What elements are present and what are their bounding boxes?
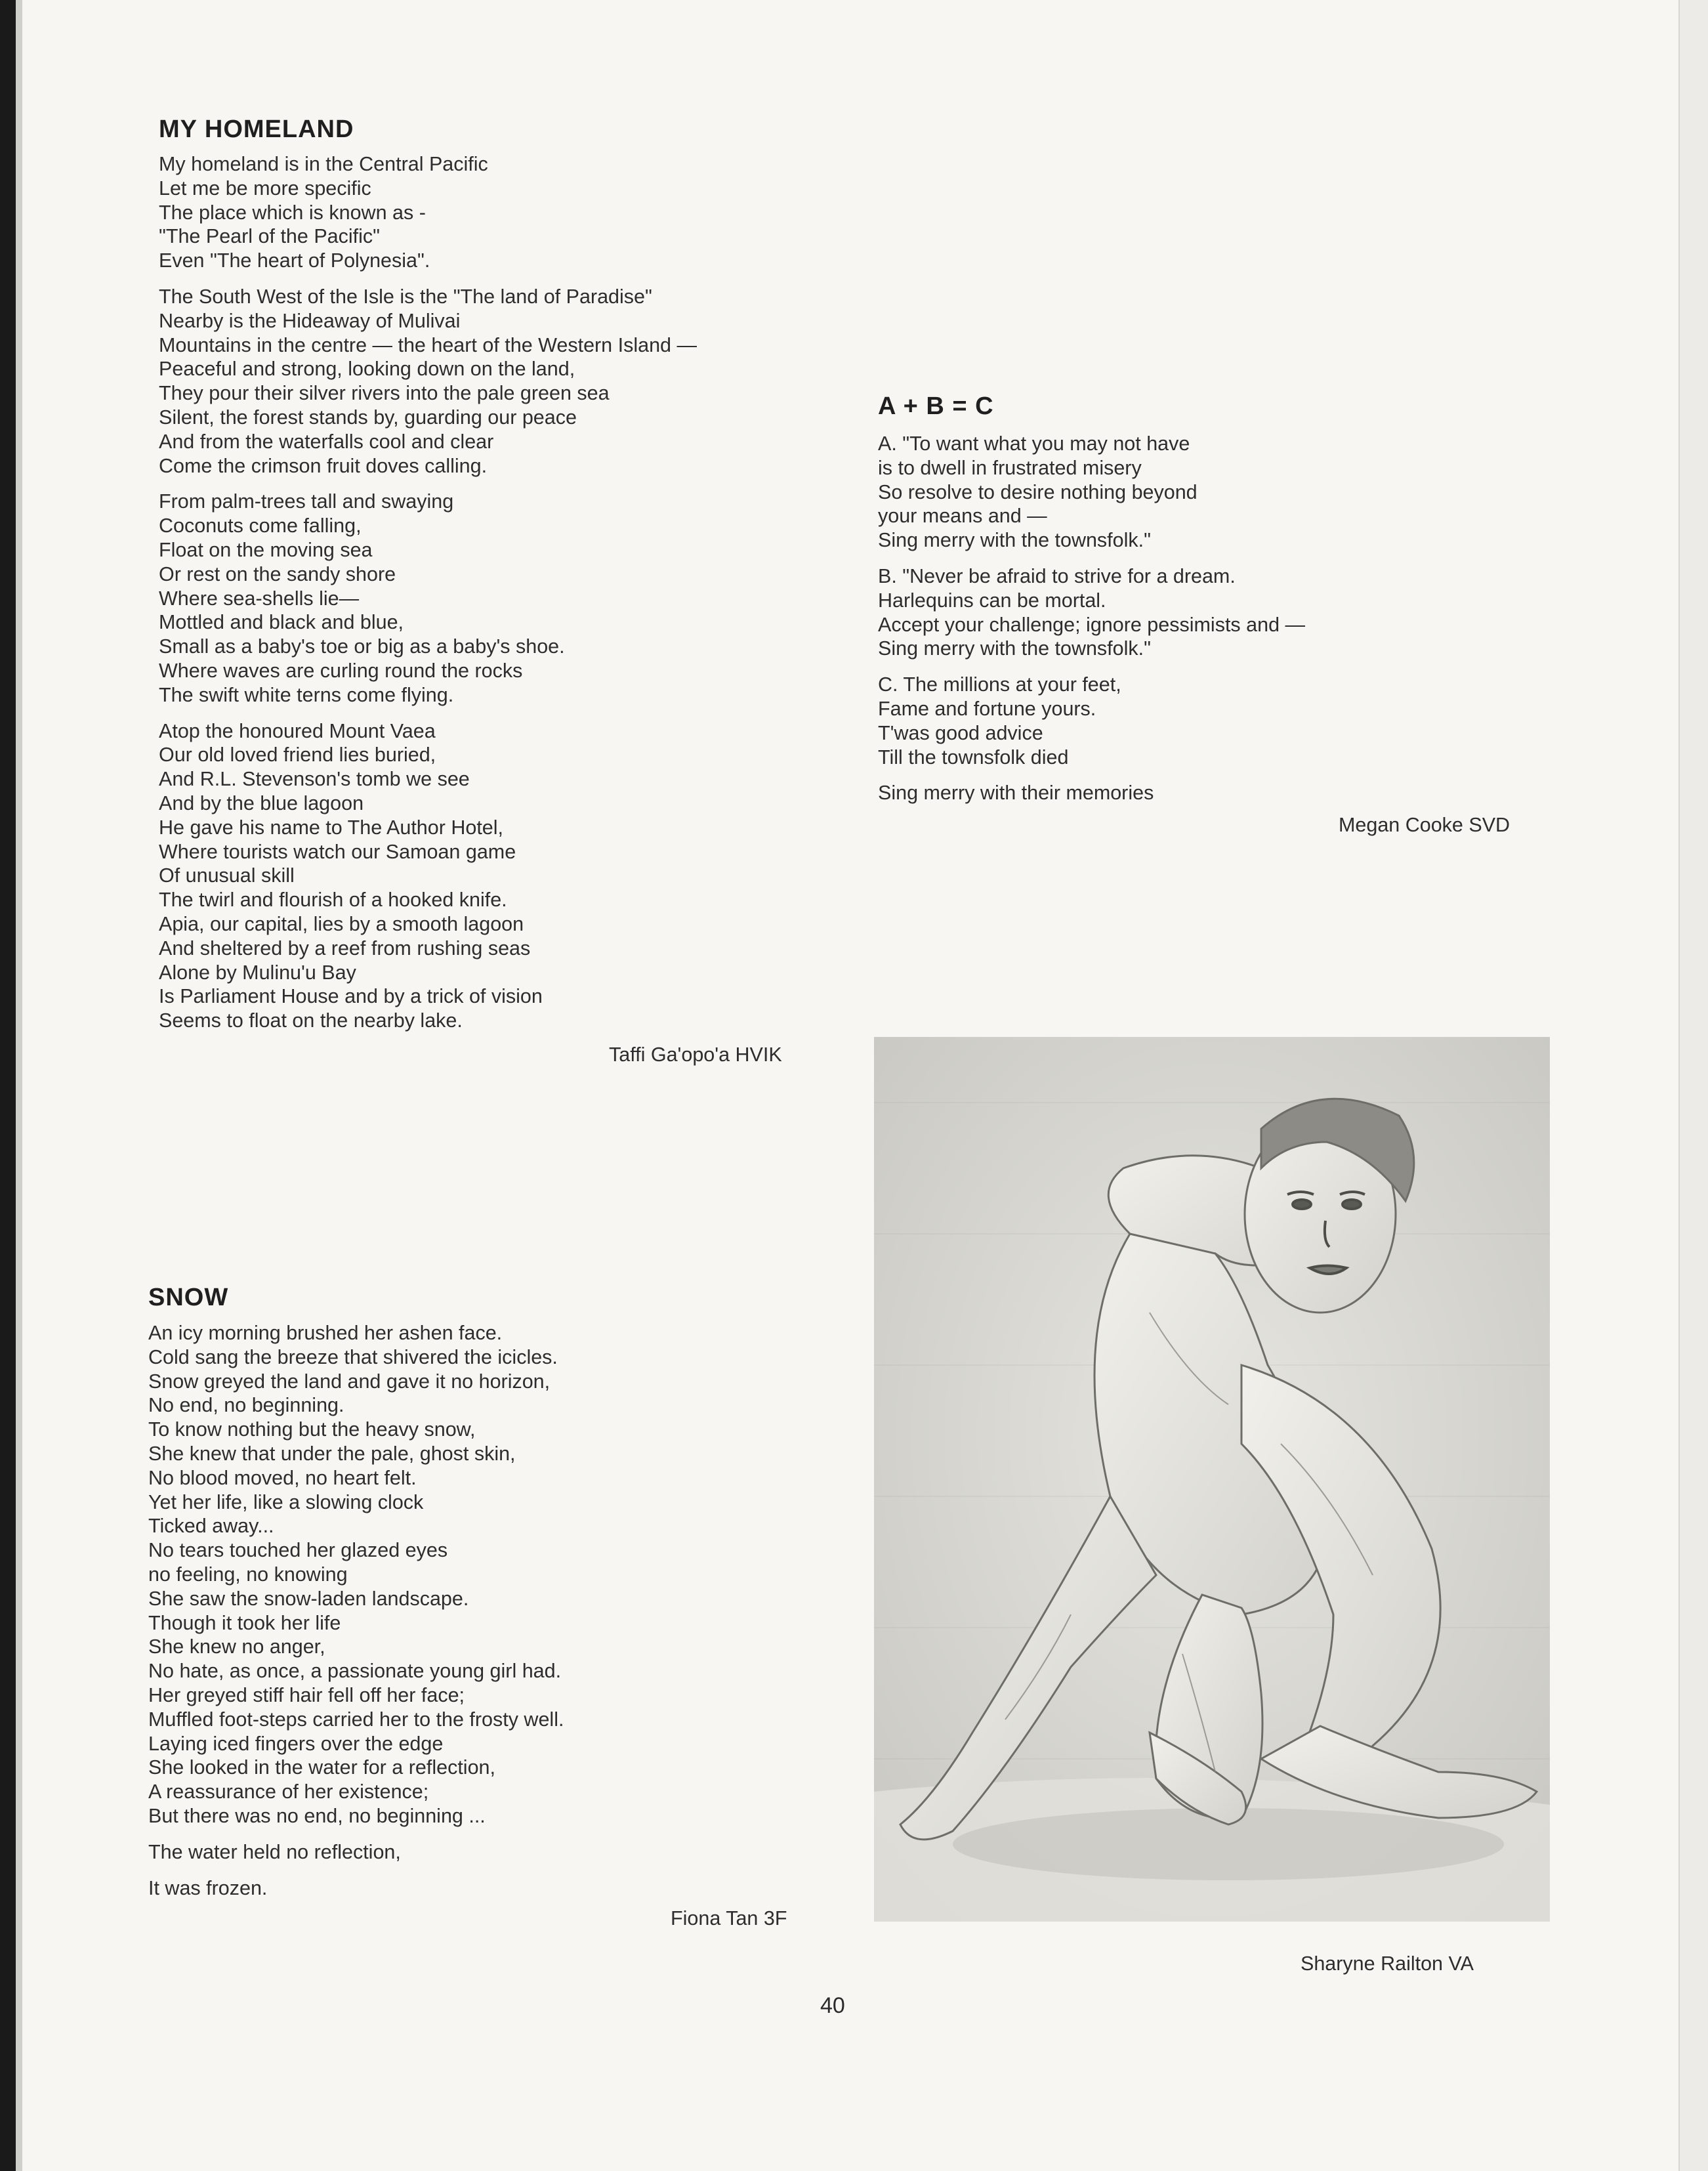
poem-title-abc: A + B = C <box>878 392 994 420</box>
poem-line: Apia, our capital, lies by a smooth lagoon <box>159 912 524 935</box>
artwork-drawing <box>874 1037 1550 1922</box>
poem-line: no feeling, no knowing <box>148 1563 348 1586</box>
poem-line: Float on the moving sea <box>159 538 373 561</box>
poem-stanza <box>148 1321 564 1828</box>
poem-line: Where waves are curling round the rocks <box>159 659 523 682</box>
poem-line: Of unusual skill <box>159 864 295 887</box>
author-homeland: Taffi Ga'opo'a HVIK <box>609 1043 782 1066</box>
poem-line: T'was good advice <box>878 721 1043 744</box>
poem-line: To know nothing but the heavy snow, <box>148 1418 476 1441</box>
poem-stanza <box>148 1840 564 1865</box>
page-right-edge <box>1678 0 1708 2171</box>
poem-stanza <box>878 432 1305 553</box>
poem-line: Fame and fortune yours. <box>878 697 1096 720</box>
poem-line: The place which is known as - <box>159 201 426 224</box>
poem-line: Harlequins can be mortal. <box>878 589 1106 612</box>
poem-line: From palm-trees tall and swaying <box>159 490 454 513</box>
poem-line: your means and — <box>878 505 1047 528</box>
poem-line: No tears touched her glazed eyes <box>148 1539 448 1562</box>
poem-stanza <box>878 781 1305 805</box>
poem-line: Nearby is the Hideaway of Mulivai <box>159 309 461 332</box>
poem-line: No hate, as once, a passionate young girl had. <box>148 1660 562 1683</box>
poem-line: She knew no anger, <box>148 1635 325 1658</box>
poem-line: Till the townsfolk died <box>878 746 1069 769</box>
poem-line: Atop the honoured Mount Vaea <box>159 719 436 742</box>
poem-line: And by the blue lagoon <box>159 791 364 814</box>
poem-line: Even "The heart of Polynesia". <box>159 249 430 272</box>
poem-line: Or rest on the sandy shore <box>159 562 396 585</box>
poem-line: So resolve to desire nothing beyond <box>878 480 1198 503</box>
poem-line: Let me be more specific <box>159 177 371 200</box>
poem-line: Sing merry with the townsfolk." <box>878 529 1151 552</box>
poem-line: Is Parliament House and by a trick of vision <box>159 985 543 1008</box>
poem-stanza <box>159 152 697 273</box>
poem-line: Mountains in the centre — the heart of the Western Island — <box>159 333 697 356</box>
poem-line: "The Pearl of the Pacific" <box>159 225 380 248</box>
poem-stanza <box>878 673 1305 769</box>
drawing-illustration <box>874 1037 1550 1922</box>
page-number: 40 <box>820 1993 845 2018</box>
poem-line: Yet her life, like a slowing clock <box>148 1490 424 1513</box>
poem-line: The South West of the Isle is the "The land of Paradise" <box>159 285 652 308</box>
poem-stanza <box>159 285 697 478</box>
poem-line: The swift white terns come flying. <box>159 683 454 706</box>
poem-stanza <box>878 564 1305 661</box>
poem-line: Though it took her life <box>148 1611 341 1634</box>
poem-line: Ticked away... <box>148 1515 274 1538</box>
poem-line: Her greyed stiff hair fell off her face; <box>148 1683 465 1706</box>
poem-line: Cold sang the breeze that shivered the icicles. <box>148 1345 558 1368</box>
poem-line: No end, no beginning. <box>148 1394 344 1417</box>
author-abc: Megan Cooke SVD <box>1339 814 1510 836</box>
poem-line: Small as a baby's toe or big as a baby's shoe. <box>159 635 565 658</box>
poem-body-homeland <box>159 152 697 1045</box>
poem-line: No blood moved, no heart felt. <box>148 1466 417 1489</box>
poem-line: The water held no reflection, <box>148 1840 401 1863</box>
poem-line: A. "To want what you may not have <box>878 432 1190 455</box>
poem-line: And sheltered by a reef from rushing seas <box>159 937 531 959</box>
poem-line: She knew that under the pale, ghost skin, <box>148 1442 516 1465</box>
poem-title-snow: SNOW <box>148 1284 229 1311</box>
poem-line: Our old loved friend lies buried, <box>159 744 436 767</box>
poem-line: Where tourists watch our Samoan game <box>159 840 516 863</box>
poem-line: Alone by Mulinu'u Bay <box>159 961 356 984</box>
poem-line: C. The millions at your feet, <box>878 673 1121 696</box>
poem-line: And from the waterfalls cool and clear <box>159 430 494 453</box>
poem-line: Coconuts come falling, <box>159 515 362 537</box>
poem-line: And R.L. Stevenson's tomb we see <box>159 768 470 791</box>
poem-line: Snow greyed the land and gave it no horizon, <box>148 1370 551 1393</box>
poem-line: An icy morning brushed her ashen face. <box>148 1322 503 1344</box>
poem-stanza <box>159 490 697 707</box>
binding-edge <box>16 0 22 2171</box>
poem-line: But there was no end, no beginning ... <box>148 1804 486 1827</box>
poem-line: Muffled foot-steps carried her to the frosty well. <box>148 1708 564 1731</box>
poem-line: Peaceful and strong, looking down on the land, <box>159 358 575 381</box>
poem-stanza <box>148 1876 564 1901</box>
poem-body-snow <box>148 1321 564 1912</box>
poem-line: is to dwell in frustrated misery <box>878 456 1142 479</box>
poem-line: Sing merry with the townsfolk." <box>878 637 1151 660</box>
poem-line: Silent, the forest stands by, guarding our peace <box>159 406 577 429</box>
binding-shadow <box>0 0 16 2171</box>
poem-line: Sing merry with their memories <box>878 782 1154 805</box>
poem-line: Come the crimson fruit doves calling. <box>159 454 488 477</box>
poem-line: The twirl and flourish of a hooked knife. <box>159 889 507 912</box>
poem-line: She saw the snow-laden landscape. <box>148 1587 469 1610</box>
author-snow: Fiona Tan 3F <box>671 1907 787 1929</box>
poem-stanza <box>159 719 697 1033</box>
poem-line: Accept your challenge; ignore pessimists and — <box>878 613 1305 636</box>
poem-line: Mottled and black and blue, <box>159 611 404 634</box>
poem-line: They pour their silver rivers into the pale green sea <box>159 382 610 405</box>
poem-title-homeland: MY HOMELAND <box>159 116 354 143</box>
poem-line: Where sea-shells lie— <box>159 587 360 610</box>
poem-line: It was frozen. <box>148 1876 268 1899</box>
artwork-credit: Sharyne Railton VA <box>1301 1952 1474 1975</box>
poem-body-abc <box>878 432 1305 817</box>
poem-line: My homeland is in the Central Pacific <box>159 153 488 175</box>
poem-line: She looked in the water for a reflection, <box>148 1756 495 1779</box>
poem-line: Laying iced fingers over the edge <box>148 1732 444 1755</box>
poem-line: A reassurance of her existence; <box>148 1781 429 1803</box>
poem-line: Seems to float on the nearby lake. <box>159 1009 463 1032</box>
poem-line: He gave his name to The Author Hotel, <box>159 816 504 839</box>
poem-line: B. "Never be afraid to strive for a dream. <box>878 564 1236 587</box>
